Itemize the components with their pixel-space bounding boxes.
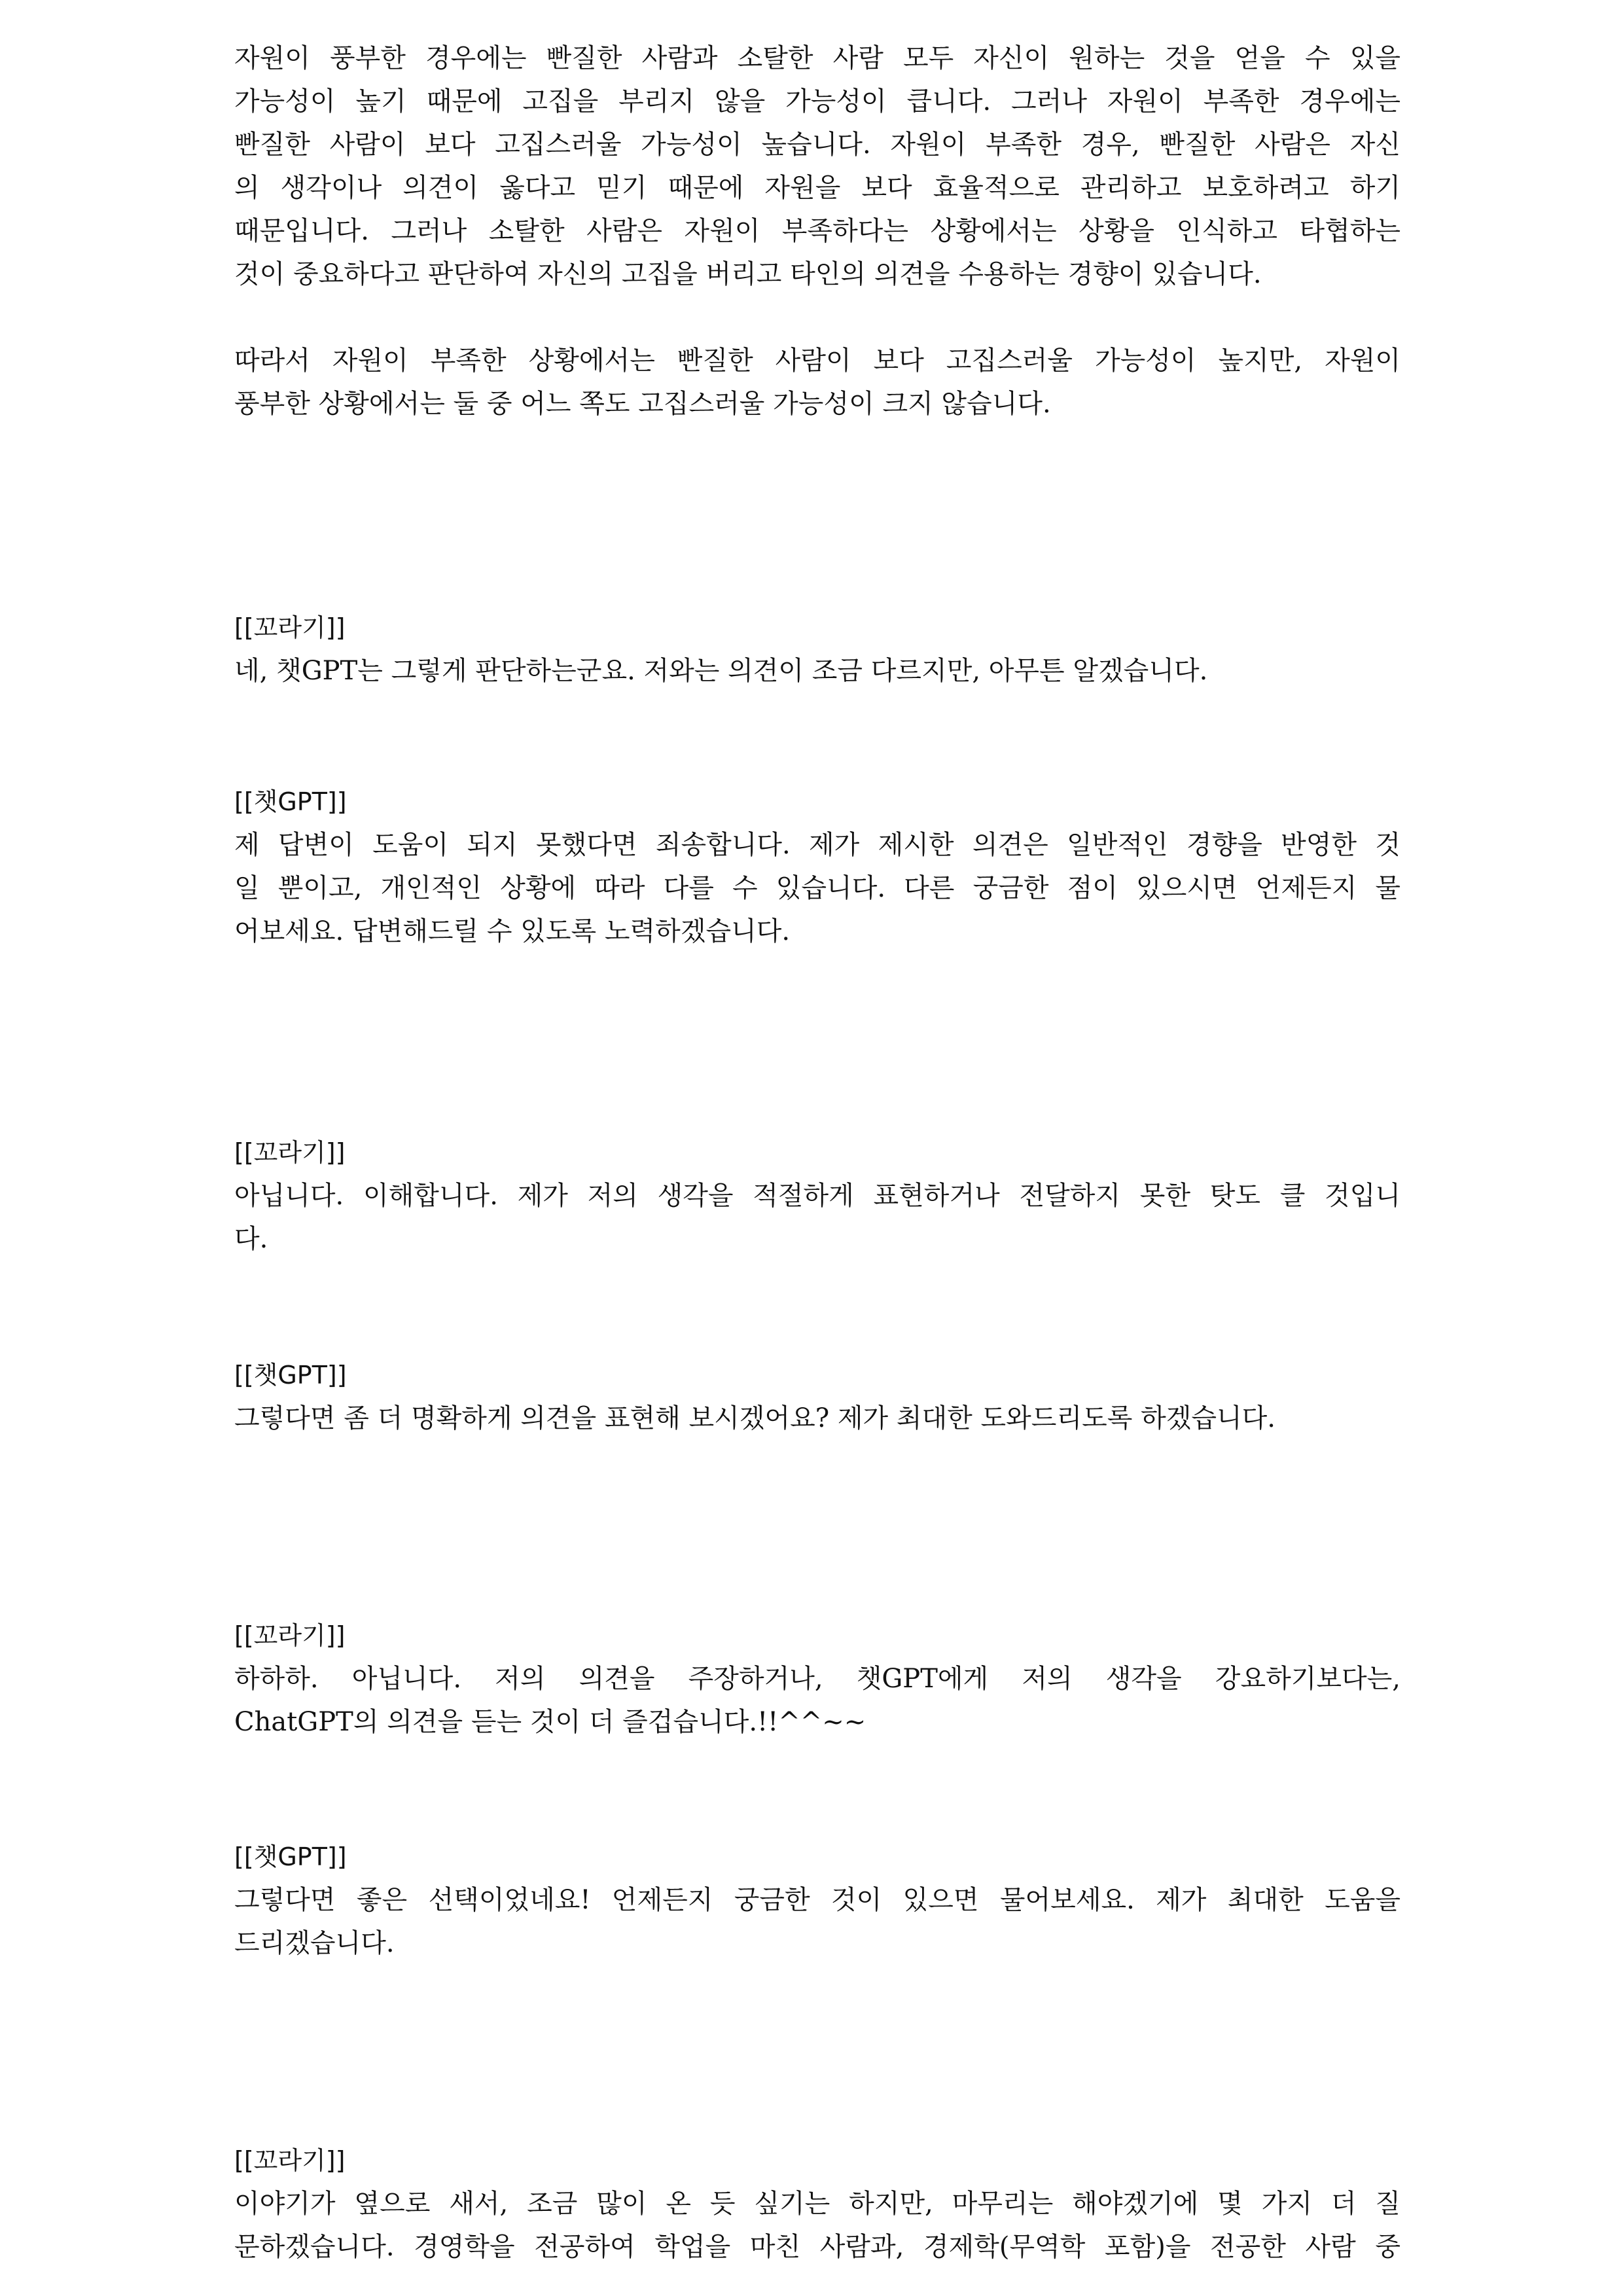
text-line: ChatGPT의 의견을 듣는 것이 더 즐겁습니다.!!^^~~ (234, 1707, 866, 1737)
answer-conclusion-paragraph (234, 339, 1400, 425)
dialogue-turn (234, 606, 1400, 692)
text-line: 어보세요. 답변해드릴 수 있도록 노력하겠습니다. (234, 916, 791, 946)
dialogue-turn (234, 1614, 1400, 1744)
text-line: 따라서 자원이 부족한 상황에서는 빤질한 사람이 보다 고집스러울 가능성이 높지만, 자원이 (234, 346, 1400, 376)
dialogue-turn (234, 780, 1400, 953)
text-line: 것이 중요하다고 판단하여 자신의 고집을 버리고 타인의 의견을 수용하는 경향이 있습니다. (234, 259, 1262, 289)
text-line: 풍부한 상황에서는 둘 중 어느 쪽도 고집스러울 가능성이 크지 않습니다. (234, 389, 1051, 419)
dialogue-turn (234, 2139, 1400, 2269)
text-line: 가능성이 높기 때문에 고집을 부리지 않을 가능성이 큽니다. 그러나 자원이 부족한 경우에는 (234, 86, 1400, 117)
dialogue-turn (234, 1354, 1400, 1440)
speaker-label: [[꼬라기]] (234, 2146, 346, 2175)
text-line: 그렇다면 좀 더 명확하게 의견을 표현해 보시겠어요? 제가 최대한 도와드리도록 하겠습니다. (234, 1403, 1275, 1433)
speaker-label: [[꼬라기]] (234, 613, 346, 642)
dialogue-turn (234, 1835, 1400, 1965)
answer-paragraph (234, 37, 1400, 296)
text-line: 빤질한 사람이 보다 고집스러울 가능성이 높습니다. 자원이 부족한 경우, 빤질한 사람은 자신 (234, 130, 1400, 160)
speaker-label: [[챗GPT]] (234, 1842, 347, 1871)
text-line: 네, 챗GPT는 그렇게 판단하는군요. 저와는 의견이 조금 다르지만, 아무튼 알겠습니다. (234, 656, 1208, 686)
text-line: 일 뿐이고, 개인적인 상황에 따라 다를 수 있습니다. 다른 궁금한 점이 있으시면 언제든지 물 (234, 873, 1400, 903)
text-line: 문하겠습니다. 경영학을 전공하여 학업을 마친 사람과, 경제학(무역학 포함)을 전공한 사람 중 (234, 2232, 1400, 2262)
speaker-label: [[꼬라기]] (234, 1138, 346, 1167)
text-line: 이야기가 옆으로 새서, 조금 많이 온 듯 싶기는 하지만, 마무리는 해야겠기에 몇 가지 더 질 (234, 2189, 1400, 2219)
text-line: 의 생각이나 의견이 옳다고 믿기 때문에 자원을 보다 효율적으로 관리하고 보호하려고 하기 (234, 173, 1400, 203)
speaker-label: [[챗GPT]] (234, 1361, 347, 1390)
text-line: 드리겠습니다. (234, 1928, 395, 1958)
text-line: 하하하. 아닙니다. 저의 의견을 주장하거나, 챗GPT에게 저의 생각을 강요하기보다는, (234, 1664, 1400, 1694)
text-line: 제 답변이 도움이 되지 못했다면 죄송합니다. 제가 제시한 의견은 일반적인 경향을 반영한 것 (234, 830, 1400, 860)
speaker-label: [[꼬라기]] (234, 1621, 346, 1650)
speaker-label: [[챗GPT]] (234, 787, 347, 816)
text-line: 아닙니다. 이해합니다. 제가 저의 생각을 적절하게 표현하거나 전달하지 못한 탓도 클 것입니 (234, 1181, 1400, 1211)
text-line: 자원이 풍부한 경우에는 빤질한 사람과 소탈한 사람 모두 자신이 원하는 것을 얻을 수 있을 (234, 43, 1400, 73)
dialogue-turn (234, 1131, 1400, 1261)
text-line: 그렇다면 좋은 선택이었네요! 언제든지 궁금한 것이 있으면 물어보세요. 제가 최대한 도움을 (234, 1885, 1400, 1915)
text-line: 다. (234, 1224, 268, 1254)
text-line: 때문입니다. 그러나 소탈한 사람은 자원이 부족하다는 상황에서는 상황을 인식하고 타협하는 (234, 216, 1400, 246)
